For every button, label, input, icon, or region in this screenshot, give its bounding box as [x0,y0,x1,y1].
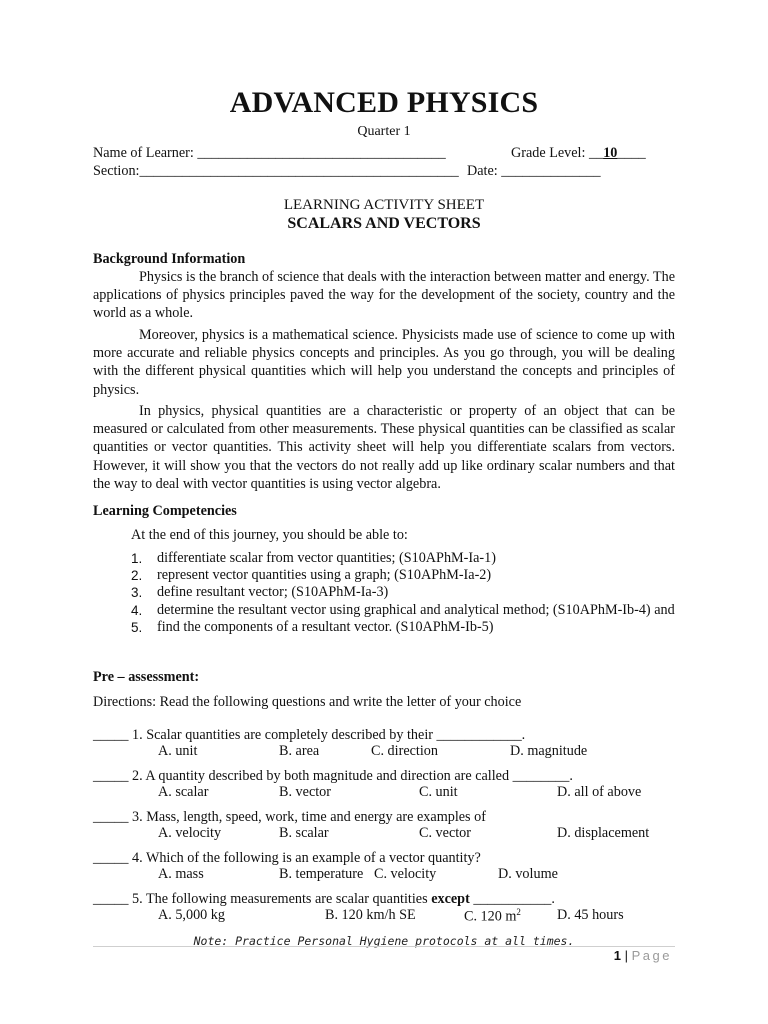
pre-assessment-heading: Pre – assessment: [93,669,200,685]
list-item-text: determine the resultant vector using graphical and analytical method; (S10APhM-Ib-4) and [157,601,675,618]
question-5-emphasis: except [431,891,470,907]
sheet-title: LEARNING ACTIVITY SHEET [283,197,485,213]
footer-divider [93,946,675,947]
competencies-heading: Learning Competencies [93,503,237,519]
list-item-number: 2. [131,568,143,584]
question-4: _____ 4. Which of the following is an example of a vector quantity? [93,850,481,866]
directions-text: Directions: Read the following questions and write the letter of your choice [93,694,522,710]
choice-2b: B. vector [279,784,332,800]
choice-5d: D. 45 hours [557,907,624,923]
list-item-number: 1. [131,551,143,566]
grade-level-field [511,145,646,162]
list-item [131,584,676,601]
list-item-text: represent vector quantities using a graph; (S10APhM-Ia-2) [157,567,492,584]
choice-1c: C. direction [371,743,438,759]
document-title: ADVANCED PHYSICS [229,86,539,119]
choice-5b: B. 120 km/h SE [325,907,416,923]
page-number-value: 1 [613,948,622,963]
background-paragraph-3: In physics, physical quantities are a characteristic or property of an object that can be measured or calculated from other measurements. These physical quantities can be classified as scalar quantities or vector quantities. This activity sheet will help you differentiate scalars from vectors. However, it will show you that the vectors do not really add up like ordinary scalar numbers and that the way to deal with vector quantities is using vector algebra. [93,403,675,492]
choice-3c: C. vector [419,825,472,841]
sheet-subtitle: SCALARS AND VECTORS [287,215,481,232]
choice-1b: B. area [279,743,320,759]
choice-4d: D. volume [498,866,558,882]
choice-2d: D. all of above [557,784,642,800]
choice-3b: B. scalar [279,825,329,841]
choice-5a: A. 5,000 kg [158,907,225,923]
question-5 [93,891,555,908]
choice-4b: B. temperature [279,866,364,882]
choice-3d: D. displacement [557,825,650,841]
list-item [131,567,676,584]
choice-2c: C. unit [419,784,458,800]
choice-5c-superscript: 2 [516,907,521,917]
question-3: _____ 3. Mass, length, speed, work, time and energy are examples of [93,809,486,825]
quarter-label: Quarter 1 [357,124,411,139]
choice-4c: C. velocity [374,866,437,882]
list-item-number: 4. [131,602,143,618]
grade-level-label: Grade Level: __ [511,145,604,161]
list-item-text: differentiate scalar from vector quantities; (S10APhM-Ia-1) [157,550,496,566]
list-item [131,602,676,619]
grade-level-trail: ____ [617,145,646,161]
list-item-number: 3. [131,585,143,601]
choice-1d: D. magnitude [510,743,588,759]
competencies-list [131,550,676,636]
list-item [131,619,676,636]
choice-1a: A. unit [158,743,198,759]
list-item [131,550,676,567]
background-paragraph-1: Physics is the branch of science that deals with the interaction between matter and energy. The applications of physics principles paved the way for the development of the society, country and the world as a whole. [93,269,675,322]
competencies-intro: At the end of this journey, you should be able to: [131,527,408,543]
hygiene-note: Note: Practice Personal Hygiene protocols at all times. [193,934,575,948]
choice-5c-text: C. 120 m [464,908,517,925]
page-word: Page [631,948,672,963]
question-5-text: _____ 5. The following measurements are scalar quantities [93,891,432,907]
list-item-number: 5. [131,619,143,635]
choice-3a: A. velocity [158,825,222,841]
name-of-learner-field: Name of Learner: ___________________________________ [93,145,446,161]
background-paragraph-2: Moreover, physics is a mathematical science. Physicists made use of science to come up with more accurate and reliable physics concepts and principles. As you go through, you will be dealing with the different physical quantities which will help you understand the concepts and principles of physics. [93,327,675,398]
choice-2a: A. scalar [158,784,209,800]
question-1: _____ 1. Scalar quantities are completely described by their ____________. [93,727,526,743]
section-field: Section:_____________________________________________ [93,163,459,179]
list-item-text: find the components of a resultant vector. (S10APhM-Ib-5) [157,618,494,635]
page-number [614,948,672,963]
date-field: Date: ______________ [467,163,601,179]
list-item-text: define resultant vector; (S10APhM-Ia-3) [157,584,389,601]
question-2: _____ 2. A quantity described by both magnitude and direction are called ________. [93,768,573,784]
page-number-separator: | [621,948,632,963]
choice-5c [464,907,521,926]
choice-4a: A. mass [158,866,204,882]
grade-level-value: 10 [603,145,618,161]
background-heading: Background Information [93,251,246,267]
question-5-blank: ___________. [469,891,555,907]
